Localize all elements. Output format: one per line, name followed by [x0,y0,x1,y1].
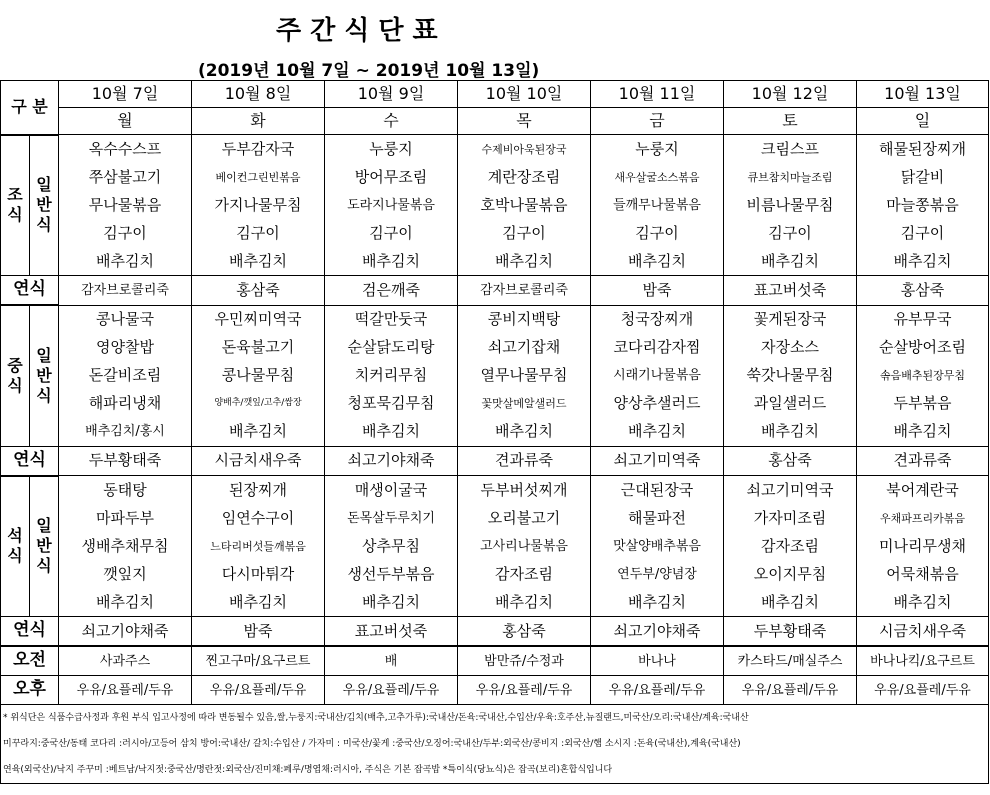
soft-item: 밤죽 [192,617,325,647]
menu-item: 자장소스 [724,334,857,362]
menu-item: 깻잎지 [59,560,192,588]
menu-item: 가자미조림 [724,504,857,532]
snack-item: 우유/요플레/두유 [458,676,591,705]
menu-item: 순살방어조림 [857,334,989,362]
soft-item: 홍삼죽 [724,446,857,476]
date-header: 10월 7일 [59,81,192,108]
menu-item: 코다리감자찜 [591,334,724,362]
soft-item: 표고버섯죽 [325,617,458,647]
menu-item: 배추김치 [59,247,192,276]
snack-item: 우유/요플레/두유 [59,676,192,705]
snack-item: 우유/요플레/두유 [192,676,325,705]
menu-item: 해파리냉채 [59,390,192,418]
snack-item: 우유/요플레/두유 [857,676,989,705]
soft-item: 두부황태죽 [724,617,857,647]
menu-item: 양배추/깻잎/고추/쌈장 [192,390,325,418]
day-header: 일 [857,108,989,135]
menu-item: 생선두부볶음 [325,560,458,588]
menu-item: 해물파전 [591,504,724,532]
menu-item: 북어계란국 [857,476,989,505]
menu-item: 꽃맛살메알샐러드 [458,390,591,418]
menu-item: 오리불고기 [458,504,591,532]
lunch-soft-label: 연식 [1,446,59,476]
menu-item: 순살닭도리탕 [325,334,458,362]
snack-item: 바나나 [591,646,724,676]
menu-item: 생배추채무침 [59,532,192,560]
soft-item: 검은깨죽 [325,276,458,306]
menu-item: 배추김치/홍시 [59,418,192,447]
menu-item: 큐브참치마늘조림 [724,163,857,191]
menu-item: 고사리나물볶음 [458,532,591,560]
menu-item: 배추김치 [192,418,325,447]
page-title: 주간식단표 [276,16,447,46]
menu-item: 들깨무나물볶음 [591,191,724,219]
snack-item: 우유/요플레/두유 [724,676,857,705]
menu-item: 배추김치 [458,247,591,276]
menu-item: 배추김치 [857,418,989,447]
menu-item: 배추김치 [591,588,724,617]
menu-item: 솎음배추된장무침 [857,362,989,390]
menu-item: 양상추샐러드 [591,390,724,418]
menu-item: 영양찰밥 [59,334,192,362]
soft-item: 홍삼죽 [857,276,989,306]
soft-item: 홍삼죽 [192,276,325,306]
date-header: 10월 9일 [325,81,458,108]
menu-item: 청국장찌개 [591,305,724,334]
menu-item: 쭈삼불고기 [59,163,192,191]
breakfast-soft-label: 연식 [1,276,59,306]
soft-item: 밤죽 [591,276,724,306]
corner-label: 구 분 [1,81,59,135]
day-header: 화 [192,108,325,135]
menu-item: 무나물볶음 [59,191,192,219]
menu-item: 해물된장찌개 [857,135,989,164]
menu-item: 배추김치 [591,247,724,276]
menu-item: 임연수구이 [192,504,325,532]
soft-item: 감자브로콜리죽 [59,276,192,306]
menu-item: 김구이 [325,219,458,247]
soft-item: 시금치새우죽 [192,446,325,476]
menu-item: 우채파프리카볶음 [857,504,989,532]
menu-item: 배추김치 [591,418,724,447]
menu-item: 콩나물국 [59,305,192,334]
snack-item: 카스타드/매실주스 [724,646,857,676]
menu-item: 닭갈비 [857,163,989,191]
footnote: * 위식단은 식품수급사정과 후원 부식 입고사정에 따라 변동될수 있음,쌀,누룽지:국내산/김치(배추,고추가루):국내산/돈육:국내산,수입산/우육:호주산,뉴질랜드,미국산/오리:국내산/계육:국내산 [1,705,989,732]
snack-item: 찐고구마/요구르트 [192,646,325,676]
dinner-label: 석 식 [1,476,30,617]
snack-item: 배 [325,646,458,676]
menu-item: 김구이 [59,219,192,247]
menu-item: 김구이 [857,219,989,247]
day-header: 수 [325,108,458,135]
am-snack-label: 오전 [1,646,59,676]
menu-item: 콩비지백탕 [458,305,591,334]
soft-item: 표고버섯죽 [724,276,857,306]
soft-item: 시금치새우죽 [857,617,989,647]
date-header: 10월 11일 [591,81,724,108]
soft-item: 쇠고기미역죽 [591,446,724,476]
soft-item: 홍삼죽 [458,617,591,647]
menu-item: 매생이굴국 [325,476,458,505]
menu-item: 배추김치 [59,588,192,617]
menu-item: 상추무침 [325,532,458,560]
menu-item: 우민찌미역국 [192,305,325,334]
menu-item: 배추김치 [458,418,591,447]
soft-item: 쇠고기야채죽 [325,446,458,476]
menu-item: 크림스프 [724,135,857,164]
snack-item: 우유/요플레/두유 [325,676,458,705]
menu-item: 맛살양배추볶음 [591,532,724,560]
menu-item: 두부버섯찌개 [458,476,591,505]
snack-item: 밤만쥬/수정과 [458,646,591,676]
soft-item: 두부황태죽 [59,446,192,476]
date-header: 10월 12일 [724,81,857,108]
menu-item: 쑥갓나물무침 [724,362,857,390]
menu-item: 김구이 [192,219,325,247]
menu-item: 김구이 [724,219,857,247]
menu-item: 감자조림 [458,560,591,588]
menu-item: 배추김치 [192,588,325,617]
soft-item: 쇠고기야채죽 [591,617,724,647]
menu-item: 배추김치 [325,588,458,617]
menu-item: 어묵채볶음 [857,560,989,588]
menu-item: 배추김치 [325,247,458,276]
soft-item: 견과류죽 [857,446,989,476]
lunch-general-label: 일 반 식 [30,305,59,446]
menu-item: 청포묵김무침 [325,390,458,418]
menu-item: 된장찌개 [192,476,325,505]
menu-item: 가지나물무침 [192,191,325,219]
menu-item: 미나리무생채 [857,532,989,560]
menu-item: 열무나물무침 [458,362,591,390]
period-range: (2019년 10월 7일 ~ 2019년 10월 13일) [198,61,540,81]
soft-item: 감자브로콜리죽 [458,276,591,306]
menu-item: 배추김치 [458,588,591,617]
menu-item: 호박나물볶음 [458,191,591,219]
menu-item: 김구이 [591,219,724,247]
date-header: 10월 10일 [458,81,591,108]
menu-item: 연두부/양념장 [591,560,724,588]
menu-item: 돈목살두루치기 [325,504,458,532]
menu-item: 과일샐러드 [724,390,857,418]
day-header: 목 [458,108,591,135]
pm-snack-label: 오후 [1,676,59,705]
date-header: 10월 13일 [857,81,989,108]
day-header: 토 [724,108,857,135]
menu-item: 배추김치 [724,418,857,447]
dinner-general-label: 일 반 식 [30,476,59,617]
menu-item: 다시마튀각 [192,560,325,588]
menu-item: 배추김치 [325,418,458,447]
menu-item: 마파두부 [59,504,192,532]
menu-item: 유부무국 [857,305,989,334]
menu-item: 김구이 [458,219,591,247]
menu-item: 쇠고기잡채 [458,334,591,362]
menu-item: 배추김치 [192,247,325,276]
menu-item: 오이지무침 [724,560,857,588]
footnote: 연육(외국산)/낙지 주꾸미 :베트남/낙지젓:중국산/명란젓:외국산/진미채:페루/명엽채:러시아, 주식은 기본 잡곡밥 *특이식(당뇨식)은 잡곡(보리)혼합식입니다 [1,757,989,784]
menu-item: 누룽지 [325,135,458,164]
menu-item: 수제비아욱된장국 [458,135,591,164]
menu-item: 도라지나물볶음 [325,191,458,219]
menu-item: 떡갈만둣국 [325,305,458,334]
menu-item: 베이컨그린빈볶음 [192,163,325,191]
snack-item: 바나나킥/요구르트 [857,646,989,676]
menu-item: 배추김치 [724,588,857,617]
menu-item: 새우살굴소스볶음 [591,163,724,191]
menu-item: 누룽지 [591,135,724,164]
menu-item: 콩나물무침 [192,362,325,390]
menu-item: 동태탕 [59,476,192,505]
menu-item: 치커리무침 [325,362,458,390]
menu-item: 배추김치 [857,588,989,617]
menu-item: 계란장조림 [458,163,591,191]
menu-item: 느타리버섯들깨볶음 [192,532,325,560]
menu-item: 쇠고기미역국 [724,476,857,505]
menu-item: 비름나물무침 [724,191,857,219]
breakfast-label: 조 식 [1,135,30,276]
menu-item: 방어무조림 [325,163,458,191]
menu-table [0,80,989,784]
menu-item: 두부감자국 [192,135,325,164]
menu-item: 꽃게된장국 [724,305,857,334]
menu-item: 옥수수스프 [59,135,192,164]
footnote: 미꾸라지:중국산/동태 코다리 :러시아/고등어 삼치 방어:국내산/ 갈치:수입산 / 가자미 : 미국산/꽃게 :중국산/오징어:국내산/두부:외국산/콩비지 :외국산/햄 소시지 :돈육(국내산),계육(국내산) [1,731,989,757]
day-header: 금 [591,108,724,135]
menu-item: 배추김치 [857,247,989,276]
menu-item: 돈육불고기 [192,334,325,362]
lunch-label: 중 식 [1,305,30,446]
date-header: 10월 8일 [192,81,325,108]
menu-item: 근대된장국 [591,476,724,505]
snack-item: 사과주스 [59,646,192,676]
menu-item: 두부볶음 [857,390,989,418]
dinner-soft-label: 연식 [1,617,59,647]
menu-item: 시래기나물볶음 [591,362,724,390]
menu-item: 돈갈비조림 [59,362,192,390]
day-header: 월 [59,108,192,135]
menu-item: 마늘쫑볶음 [857,191,989,219]
menu-item: 감자조림 [724,532,857,560]
menu-item: 배추김치 [724,247,857,276]
soft-item: 견과류죽 [458,446,591,476]
soft-item: 쇠고기야채죽 [59,617,192,647]
breakfast-general-label: 일 반 식 [30,135,59,276]
snack-item: 우유/요플레/두유 [591,676,724,705]
